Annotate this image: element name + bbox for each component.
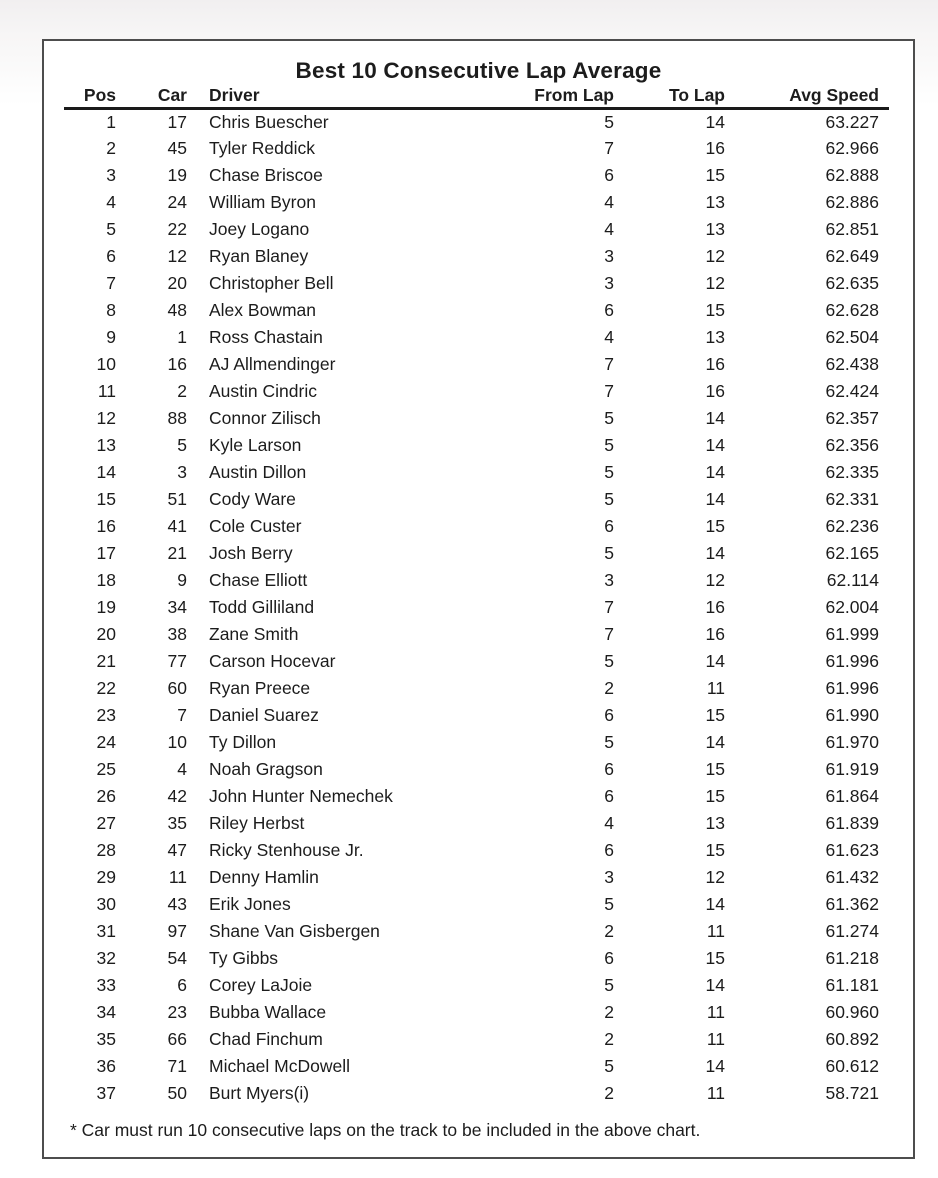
- table-row: [64, 405, 889, 432]
- driver-name-cell: Erik Jones: [209, 894, 291, 914]
- table-row: [64, 1026, 889, 1053]
- from-lap-cell: 5: [604, 435, 614, 455]
- from-lap-cell: 6: [604, 165, 614, 185]
- to-lap-cell: 16: [705, 597, 725, 617]
- table-header-row: [64, 83, 889, 108]
- table-row: [64, 540, 889, 567]
- car-number-cell: 45: [167, 138, 187, 158]
- results-table: [64, 83, 889, 1107]
- car-number-cell: 17: [167, 111, 187, 132]
- table-row: [64, 297, 889, 324]
- car-number-cell: 47: [167, 840, 187, 860]
- avg-speed-cell: 61.990: [825, 705, 879, 725]
- avg-speed-cell: 61.970: [825, 732, 879, 752]
- avg-speed-cell: 61.839: [825, 813, 879, 833]
- pos-cell: 37: [96, 1083, 116, 1103]
- avg-speed-cell: 61.218: [825, 948, 879, 968]
- from-lap-cell: 6: [604, 786, 614, 806]
- table-row: [64, 432, 889, 459]
- avg-speed-cell: 62.424: [825, 381, 879, 401]
- from-lap-cell: 2: [604, 1029, 614, 1049]
- pos-cell: 36: [96, 1056, 116, 1076]
- avg-speed-cell: 62.335: [825, 462, 879, 482]
- driver-name-cell: Corey LaJoie: [209, 975, 313, 995]
- table-row: [64, 189, 889, 216]
- driver-name-cell: Alex Bowman: [209, 300, 316, 320]
- from-lap-cell: 6: [604, 300, 614, 320]
- driver-name-cell: Denny Hamlin: [209, 867, 319, 887]
- table-row: [64, 324, 889, 351]
- from-lap-cell: 4: [604, 327, 614, 347]
- avg-speed-cell: 62.886: [825, 192, 879, 212]
- to-lap-cell: 13: [705, 813, 725, 833]
- to-lap-cell: 14: [705, 732, 725, 752]
- column-header-car: Car: [116, 83, 187, 108]
- avg-speed-cell: 61.999: [825, 624, 879, 644]
- table-row: [64, 243, 889, 270]
- car-number-cell: 54: [167, 948, 187, 968]
- car-number-cell: 2: [177, 381, 187, 401]
- table-row: [64, 918, 889, 945]
- driver-name-cell: Michael McDowell: [209, 1056, 351, 1076]
- table-row: [64, 729, 889, 756]
- pos-cell: 12: [96, 408, 116, 428]
- to-lap-cell: 11: [706, 921, 725, 941]
- from-lap-cell: 3: [604, 570, 614, 590]
- pos-cell: 10: [96, 354, 116, 374]
- to-lap-cell: 15: [705, 300, 725, 320]
- column-header-avg-speed: Avg Speed: [725, 83, 889, 108]
- car-number-cell: 60: [167, 678, 187, 698]
- avg-speed-cell: 63.227: [825, 111, 879, 132]
- from-lap-cell: 5: [604, 111, 614, 132]
- table-body: [64, 108, 889, 1107]
- to-lap-cell: 12: [705, 867, 725, 887]
- table-row: [64, 810, 889, 837]
- from-lap-cell: 7: [604, 597, 614, 617]
- driver-name-cell: Austin Cindric: [209, 381, 317, 401]
- column-header-driver: Driver: [187, 83, 477, 108]
- table-row: [64, 891, 889, 918]
- page-title-container: [44, 52, 913, 83]
- driver-name-cell: Chris Buescher: [209, 111, 329, 132]
- car-number-cell: 35: [167, 813, 187, 833]
- pos-cell: 23: [96, 705, 116, 725]
- from-lap-cell: 2: [604, 921, 614, 941]
- from-lap-cell: 6: [604, 948, 614, 968]
- from-lap-cell: 5: [604, 462, 614, 482]
- from-lap-cell: 7: [604, 624, 614, 644]
- driver-name-cell: William Byron: [209, 192, 316, 212]
- to-lap-cell: 14: [705, 651, 725, 671]
- avg-speed-cell: 61.919: [825, 759, 879, 779]
- pos-cell: 15: [96, 489, 116, 509]
- driver-name-cell: Ty Dillon: [209, 732, 277, 752]
- driver-name-cell: Bubba Wallace: [209, 1002, 327, 1022]
- table-row: [64, 783, 889, 810]
- from-lap-cell: 6: [604, 759, 614, 779]
- avg-speed-cell: 62.966: [825, 138, 879, 158]
- avg-speed-cell: 60.892: [825, 1029, 879, 1049]
- car-number-cell: 4: [177, 759, 187, 779]
- pos-cell: 33: [96, 975, 116, 995]
- column-header-from-lap: From Lap: [477, 83, 614, 108]
- car-number-cell: 38: [167, 624, 187, 644]
- driver-name-cell: Zane Smith: [209, 624, 299, 644]
- car-number-cell: 66: [167, 1029, 187, 1049]
- to-lap-cell: 15: [705, 705, 725, 725]
- car-number-cell: 88: [167, 408, 187, 428]
- pos-cell: 9: [106, 327, 116, 347]
- avg-speed-cell: 61.623: [825, 840, 879, 860]
- driver-name-cell: Chase Elliott: [209, 570, 308, 590]
- car-number-cell: 71: [167, 1056, 187, 1076]
- page-title: Best 10 Consecutive Lap Average: [295, 58, 662, 83]
- pos-cell: 34: [96, 1002, 116, 1022]
- driver-name-cell: Austin Dillon: [209, 462, 307, 482]
- driver-name-cell: Ryan Preece: [209, 678, 311, 698]
- table-row: [64, 351, 889, 378]
- table-row: [64, 486, 889, 513]
- table-row: [64, 108, 889, 135]
- driver-name-cell: Noah Gragson: [209, 759, 323, 779]
- pos-cell: 7: [106, 273, 116, 293]
- avg-speed-cell: 61.362: [825, 894, 879, 914]
- to-lap-cell: 14: [705, 408, 725, 428]
- car-number-cell: 43: [167, 894, 187, 914]
- car-number-cell: 19: [167, 165, 187, 185]
- table-row: [64, 1053, 889, 1080]
- pos-cell: 32: [96, 948, 116, 968]
- to-lap-cell: 14: [705, 543, 725, 563]
- driver-name-cell: Christopher Bell: [209, 273, 334, 293]
- pos-cell: 30: [96, 894, 116, 914]
- pos-cell: 14: [96, 462, 116, 482]
- avg-speed-cell: 62.357: [825, 408, 879, 428]
- car-number-cell: 7: [177, 705, 187, 725]
- table-row: [64, 378, 889, 405]
- driver-name-cell: Cole Custer: [209, 516, 302, 536]
- table-row: [64, 972, 889, 999]
- to-lap-cell: 14: [705, 462, 725, 482]
- avg-speed-cell: 60.960: [825, 1002, 879, 1022]
- avg-speed-cell: 61.996: [825, 651, 879, 671]
- avg-speed-cell: 62.851: [825, 219, 879, 239]
- pos-cell: 2: [106, 138, 116, 158]
- car-number-cell: 50: [167, 1083, 187, 1103]
- driver-name-cell: Ross Chastain: [209, 327, 323, 347]
- from-lap-cell: 3: [604, 273, 614, 293]
- from-lap-cell: 5: [604, 732, 614, 752]
- avg-speed-cell: 61.181: [825, 975, 879, 995]
- table-row: [64, 864, 889, 891]
- car-number-cell: 21: [167, 543, 187, 563]
- to-lap-cell: 14: [705, 975, 725, 995]
- driver-name-cell: John Hunter Nemechek: [209, 786, 393, 806]
- pos-cell: 19: [96, 597, 116, 617]
- driver-name-cell: Tyler Reddick: [209, 138, 316, 158]
- driver-name-cell: Burt Myers(i): [209, 1083, 310, 1103]
- to-lap-cell: 14: [705, 1056, 725, 1076]
- table-row: [64, 270, 889, 297]
- driver-name-cell: Ty Gibbs: [209, 948, 279, 968]
- table-row: [64, 999, 889, 1026]
- pos-cell: 18: [96, 570, 116, 590]
- avg-speed-cell: 62.236: [825, 516, 879, 536]
- car-number-cell: 10: [167, 732, 187, 752]
- car-number-cell: 3: [177, 462, 187, 482]
- car-number-cell: 22: [167, 219, 187, 239]
- to-lap-cell: 14: [705, 489, 725, 509]
- pos-cell: 11: [97, 381, 116, 401]
- from-lap-cell: 6: [604, 516, 614, 536]
- from-lap-cell: 4: [604, 192, 614, 212]
- car-number-cell: 1: [177, 327, 187, 347]
- avg-speed-cell: 61.274: [825, 921, 879, 941]
- table-row: [64, 459, 889, 486]
- avg-speed-cell: 62.888: [825, 165, 879, 185]
- car-number-cell: 77: [167, 651, 187, 671]
- table-row: [64, 621, 889, 648]
- pos-cell: 29: [96, 867, 116, 887]
- from-lap-cell: 5: [604, 651, 614, 671]
- pos-cell: 22: [96, 678, 116, 698]
- pos-cell: 1: [106, 111, 116, 132]
- pos-cell: 28: [96, 840, 116, 860]
- to-lap-cell: 11: [706, 1083, 725, 1103]
- to-lap-cell: 11: [706, 1029, 725, 1049]
- driver-name-cell: Chase Briscoe: [209, 165, 323, 185]
- pos-cell: 21: [96, 651, 116, 671]
- car-number-cell: 9: [177, 570, 187, 590]
- to-lap-cell: 11: [706, 678, 725, 698]
- table-row: [64, 837, 889, 864]
- driver-name-cell: Todd Gilliland: [209, 597, 315, 617]
- from-lap-cell: 3: [604, 246, 614, 266]
- pos-cell: 6: [106, 246, 116, 266]
- avg-speed-cell: 62.331: [825, 489, 879, 509]
- to-lap-cell: 14: [705, 894, 725, 914]
- to-lap-cell: 13: [705, 192, 725, 212]
- pos-cell: 13: [96, 435, 116, 455]
- from-lap-cell: 2: [604, 1083, 614, 1103]
- to-lap-cell: 15: [705, 948, 725, 968]
- car-number-cell: 97: [167, 921, 187, 941]
- pos-cell: 31: [96, 921, 116, 941]
- driver-name-cell: AJ Allmendinger: [209, 354, 336, 374]
- driver-name-cell: Carson Hocevar: [209, 651, 336, 671]
- table-row: [64, 162, 889, 189]
- from-lap-cell: 2: [604, 1002, 614, 1022]
- avg-speed-cell: 62.004: [825, 597, 879, 617]
- driver-name-cell: Josh Berry: [209, 543, 293, 563]
- avg-speed-cell: 62.356: [825, 435, 879, 455]
- table-row: [64, 648, 889, 675]
- pos-cell: 27: [96, 813, 116, 833]
- avg-speed-cell: 62.504: [825, 327, 879, 347]
- pos-cell: 24: [96, 732, 116, 752]
- driver-name-cell: Cody Ware: [209, 489, 296, 509]
- to-lap-cell: 13: [705, 327, 725, 347]
- to-lap-cell: 11: [706, 1002, 725, 1022]
- from-lap-cell: 2: [604, 678, 614, 698]
- from-lap-cell: 5: [604, 975, 614, 995]
- car-number-cell: 23: [167, 1002, 187, 1022]
- to-lap-cell: 15: [705, 786, 725, 806]
- from-lap-cell: 5: [604, 489, 614, 509]
- from-lap-cell: 5: [604, 543, 614, 563]
- pos-cell: 5: [106, 219, 116, 239]
- to-lap-cell: 15: [705, 840, 725, 860]
- driver-name-cell: Kyle Larson: [209, 435, 302, 455]
- to-lap-cell: 16: [705, 624, 725, 644]
- to-lap-cell: 14: [705, 435, 725, 455]
- from-lap-cell: 6: [604, 705, 614, 725]
- footnote: * Car must run 10 consecutive laps on the track to be included in the above chart.: [70, 1120, 701, 1140]
- driver-name-cell: Ryan Blaney: [209, 246, 309, 266]
- from-lap-cell: 5: [604, 1056, 614, 1076]
- to-lap-cell: 16: [705, 381, 725, 401]
- car-number-cell: 6: [177, 975, 187, 995]
- column-header-pos: Pos: [64, 83, 116, 108]
- car-number-cell: 34: [167, 597, 187, 617]
- to-lap-cell: 16: [705, 354, 725, 374]
- to-lap-cell: 16: [705, 138, 725, 158]
- car-number-cell: 12: [167, 246, 187, 266]
- driver-name-cell: Ricky Stenhouse Jr.: [209, 840, 364, 860]
- table-row: [64, 567, 889, 594]
- avg-speed-cell: 58.721: [825, 1083, 879, 1103]
- car-number-cell: 41: [167, 516, 187, 536]
- pos-cell: 4: [106, 192, 116, 212]
- car-number-cell: 51: [167, 489, 187, 509]
- to-lap-cell: 15: [705, 165, 725, 185]
- to-lap-cell: 12: [705, 570, 725, 590]
- from-lap-cell: 5: [604, 408, 614, 428]
- from-lap-cell: 6: [604, 840, 614, 860]
- car-number-cell: 11: [168, 867, 187, 887]
- avg-speed-cell: 62.628: [825, 300, 879, 320]
- avg-speed-cell: 62.635: [825, 273, 879, 293]
- to-lap-cell: 15: [705, 759, 725, 779]
- table-row: [64, 594, 889, 621]
- driver-name-cell: Joey Logano: [209, 219, 310, 239]
- avg-speed-cell: 61.996: [825, 678, 879, 698]
- column-header-to-lap: To Lap: [614, 83, 725, 108]
- table-row: [64, 675, 889, 702]
- pos-cell: 25: [96, 759, 116, 779]
- table-row: [64, 756, 889, 783]
- avg-speed-cell: 61.864: [825, 786, 879, 806]
- table-row: [64, 216, 889, 243]
- from-lap-cell: 3: [604, 867, 614, 887]
- car-number-cell: 16: [167, 354, 187, 374]
- pos-cell: 20: [96, 624, 116, 644]
- from-lap-cell: 4: [604, 219, 614, 239]
- table-row: [64, 513, 889, 540]
- pos-cell: 8: [106, 300, 116, 320]
- to-lap-cell: 12: [705, 273, 725, 293]
- car-number-cell: 24: [167, 192, 187, 212]
- car-number-cell: 48: [167, 300, 187, 320]
- from-lap-cell: 5: [604, 894, 614, 914]
- to-lap-cell: 12: [705, 246, 725, 266]
- from-lap-cell: 4: [604, 813, 614, 833]
- driver-name-cell: Daniel Suarez: [209, 705, 319, 725]
- car-number-cell: 42: [167, 786, 187, 806]
- to-lap-cell: 13: [705, 219, 725, 239]
- table-row: [64, 135, 889, 162]
- to-lap-cell: 15: [705, 516, 725, 536]
- table-row: [64, 702, 889, 729]
- driver-name-cell: Connor Zilisch: [209, 408, 321, 428]
- from-lap-cell: 7: [604, 381, 614, 401]
- report-page: [42, 39, 915, 1159]
- pos-cell: 35: [96, 1029, 116, 1049]
- avg-speed-cell: 62.438: [825, 354, 879, 374]
- driver-name-cell: Riley Herbst: [209, 813, 305, 833]
- pos-cell: 26: [96, 786, 116, 806]
- avg-speed-cell: 61.432: [825, 867, 879, 887]
- pos-cell: 16: [96, 516, 116, 536]
- car-number-cell: 5: [177, 435, 187, 455]
- from-lap-cell: 7: [604, 354, 614, 374]
- avg-speed-cell: 62.649: [825, 246, 879, 266]
- pos-cell: 3: [106, 165, 116, 185]
- driver-name-cell: Chad Finchum: [209, 1029, 323, 1049]
- driver-name-cell: Shane Van Gisbergen: [209, 921, 380, 941]
- from-lap-cell: 7: [604, 138, 614, 158]
- table-row: [64, 945, 889, 972]
- avg-speed-cell: 62.114: [826, 570, 879, 590]
- avg-speed-cell: 62.165: [825, 543, 879, 563]
- pos-cell: 17: [96, 543, 116, 563]
- car-number-cell: 20: [167, 273, 187, 293]
- to-lap-cell: 14: [705, 111, 725, 132]
- table-row: [64, 1080, 889, 1107]
- avg-speed-cell: 60.612: [825, 1056, 879, 1076]
